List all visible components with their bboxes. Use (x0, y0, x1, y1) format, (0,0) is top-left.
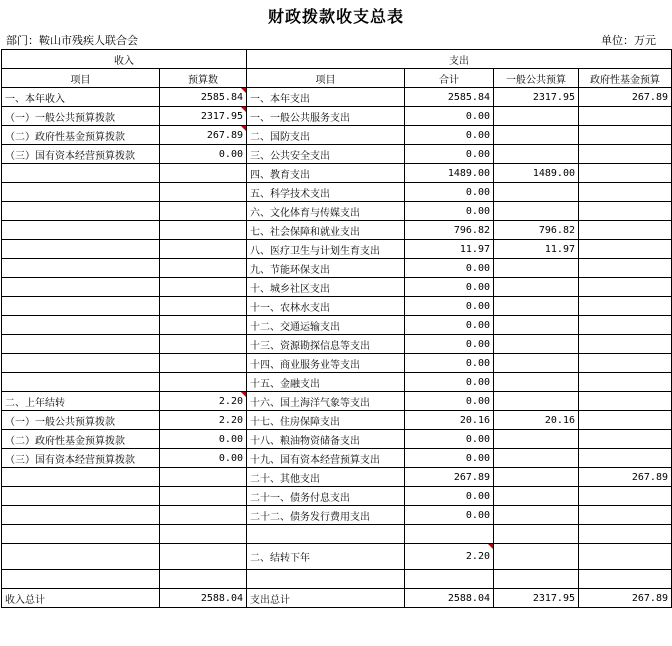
expense-item-cell: 七、社会保障和就业支出 (247, 221, 405, 240)
income-item-cell (2, 202, 160, 221)
expense-total-cell: 0.00 (405, 126, 494, 145)
expense-total-cell: 2.20 (405, 544, 494, 570)
col-header-budget: 预算数 (160, 69, 247, 88)
fund-budget-cell (579, 544, 672, 570)
table-row (2, 373, 672, 392)
expense-item-cell: 二十一、债务付息支出 (247, 487, 405, 506)
expense-total-cell: 0.00 (405, 392, 494, 411)
income-budget-cell (160, 468, 247, 487)
fund-budget-cell (579, 240, 672, 259)
fund-budget-cell: 267.89 (579, 468, 672, 487)
expense-total-cell: 0.00 (405, 430, 494, 449)
col-header-fund-budget: 政府性基金预算 (579, 69, 672, 88)
fund-budget-cell (579, 525, 672, 544)
income-item-cell: 收入总计 (2, 589, 160, 608)
income-item-cell: （二）政府性基金预算拨款 (2, 430, 160, 449)
expense-item-cell: 十六、国土海洋气象等支出 (247, 392, 405, 411)
expense-item-cell: 二十、其他支出 (247, 468, 405, 487)
fund-budget-cell (579, 506, 672, 525)
income-item-cell (2, 221, 160, 240)
expense-total-cell: 0.00 (405, 107, 494, 126)
general-budget-cell: 2317.95 (494, 88, 579, 107)
expense-item-cell (247, 570, 405, 589)
general-budget-cell: 796.82 (494, 221, 579, 240)
general-budget-cell (494, 430, 579, 449)
income-item-cell (2, 468, 160, 487)
general-budget-cell (494, 544, 579, 570)
department-label: 部门：鞍山市残疾人联合会 (6, 34, 138, 47)
table-row (2, 164, 672, 183)
fund-budget-cell (579, 202, 672, 221)
expense-item-cell: 二、国防支出 (247, 126, 405, 145)
fund-budget-cell (579, 373, 672, 392)
expense-item-cell: 六、文化体育与传媒支出 (247, 202, 405, 221)
table-row (2, 570, 672, 589)
general-budget-cell (494, 259, 579, 278)
income-budget-cell (160, 487, 247, 506)
fund-budget-cell (579, 183, 672, 202)
general-budget-cell (494, 107, 579, 126)
income-item-cell: 一、本年收入 (2, 88, 160, 107)
general-budget-cell (494, 278, 579, 297)
expense-item-cell: 二、结转下年 (247, 544, 405, 570)
expense-item-cell: 十九、国有资本经营预算支出 (247, 449, 405, 468)
table-row (2, 487, 672, 506)
expense-item-cell: 十五、金融支出 (247, 373, 405, 392)
income-item-cell (2, 373, 160, 392)
income-budget-cell: 0.00 (160, 449, 247, 468)
budget-table (1, 49, 672, 608)
general-budget-cell (494, 335, 579, 354)
general-budget-cell (494, 392, 579, 411)
general-budget-cell: 1489.00 (494, 164, 579, 183)
table-row (2, 544, 672, 570)
general-budget-cell (494, 316, 579, 335)
table-row (2, 183, 672, 202)
general-budget-cell (494, 570, 579, 589)
income-item-cell: （三）国有资本经营预算拨款 (2, 449, 160, 468)
table-row (2, 411, 672, 430)
general-budget-cell (494, 468, 579, 487)
fund-budget-cell (579, 221, 672, 240)
income-group-header: 收入 (2, 50, 247, 69)
expense-item-cell (247, 525, 405, 544)
expense-total-cell: 11.97 (405, 240, 494, 259)
expense-total-cell: 0.00 (405, 297, 494, 316)
table-row (2, 392, 672, 411)
general-budget-cell (494, 506, 579, 525)
table-row (2, 107, 672, 126)
general-budget-cell (494, 297, 579, 316)
expense-item-cell: 十三、资源勘探信息等支出 (247, 335, 405, 354)
expense-total-cell: 0.00 (405, 183, 494, 202)
table-row (2, 221, 672, 240)
income-budget-cell (160, 335, 247, 354)
column-header-row (2, 69, 672, 88)
fund-budget-cell (579, 487, 672, 506)
income-budget-cell (160, 164, 247, 183)
expense-item-cell: 十一、农林水支出 (247, 297, 405, 316)
expense-total-cell: 0.00 (405, 316, 494, 335)
income-budget-cell (160, 570, 247, 589)
col-header-total: 合计 (405, 69, 494, 88)
table-row (2, 430, 672, 449)
income-budget-cell (160, 240, 247, 259)
expense-total-cell: 0.00 (405, 335, 494, 354)
expense-item-cell: 十二、交通运输支出 (247, 316, 405, 335)
table-row (2, 354, 672, 373)
expense-item-cell: 十七、住房保障支出 (247, 411, 405, 430)
table-row (2, 145, 672, 164)
table-row (2, 297, 672, 316)
income-item-cell (2, 544, 160, 570)
expense-item-cell: 一、本年支出 (247, 88, 405, 107)
income-budget-cell (160, 259, 247, 278)
fund-budget-cell (579, 278, 672, 297)
table-row (2, 202, 672, 221)
table-row (2, 88, 672, 107)
general-budget-cell (494, 202, 579, 221)
income-item-cell: （三）国有资本经营预算拨款 (2, 145, 160, 164)
expense-total-cell: 0.00 (405, 487, 494, 506)
fund-budget-cell (579, 259, 672, 278)
general-budget-cell (494, 183, 579, 202)
fund-budget-cell (579, 316, 672, 335)
income-item-cell (2, 164, 160, 183)
expense-total-cell: 2585.84 (405, 88, 494, 107)
general-budget-cell (494, 354, 579, 373)
expense-item-cell: 十八、粮油物资储备支出 (247, 430, 405, 449)
expense-total-cell: 0.00 (405, 373, 494, 392)
income-budget-cell (160, 297, 247, 316)
income-item-cell (2, 259, 160, 278)
expense-total-cell: 0.00 (405, 259, 494, 278)
income-item-cell (2, 487, 160, 506)
income-item-cell (2, 354, 160, 373)
table-row (2, 468, 672, 487)
income-budget-cell: 0.00 (160, 430, 247, 449)
table-row (2, 240, 672, 259)
expense-item-cell: 五、科学技术支出 (247, 183, 405, 202)
fund-budget-cell: 267.89 (579, 589, 672, 608)
general-budget-cell (494, 487, 579, 506)
expense-item-cell: 八、医疗卫生与计划生育支出 (247, 240, 405, 259)
expense-total-cell: 0.00 (405, 449, 494, 468)
income-budget-cell (160, 373, 247, 392)
table-row (2, 278, 672, 297)
expense-total-cell: 267.89 (405, 468, 494, 487)
income-item-cell (2, 335, 160, 354)
fund-budget-cell: 267.89 (579, 88, 672, 107)
general-budget-cell (494, 373, 579, 392)
income-item-cell: （二）政府性基金预算拨款 (2, 126, 160, 145)
income-budget-cell (160, 354, 247, 373)
table-row (2, 335, 672, 354)
table-row (2, 506, 672, 525)
expense-total-cell (405, 525, 494, 544)
income-item-cell (2, 506, 160, 525)
table-row (2, 259, 672, 278)
income-budget-cell (160, 278, 247, 297)
fund-budget-cell (579, 411, 672, 430)
fund-budget-cell (579, 126, 672, 145)
income-item-cell (2, 316, 160, 335)
income-item-cell: （一）一般公共预算拨款 (2, 107, 160, 126)
expense-item-cell: 四、教育支出 (247, 164, 405, 183)
general-budget-cell (494, 449, 579, 468)
income-budget-cell: 267.89 (160, 126, 247, 145)
unit-label: 单位：万元 (601, 34, 656, 47)
fund-budget-cell (579, 107, 672, 126)
expense-total-cell: 0.00 (405, 506, 494, 525)
income-budget-cell: 2585.84 (160, 88, 247, 107)
fund-budget-cell (579, 392, 672, 411)
expense-total-cell: 20.16 (405, 411, 494, 430)
expense-item-cell: 二十二、债务发行费用支出 (247, 506, 405, 525)
expense-item-cell: 十、城乡社区支出 (247, 278, 405, 297)
income-budget-cell (160, 221, 247, 240)
expense-item-cell: 支出总计 (247, 589, 405, 608)
table-body (2, 88, 672, 608)
expense-total-cell (405, 570, 494, 589)
income-item-cell (2, 525, 160, 544)
expense-group-header: 支出 (247, 50, 672, 69)
expense-total-cell: 0.00 (405, 202, 494, 221)
table-row (2, 126, 672, 145)
expense-total-cell: 796.82 (405, 221, 494, 240)
income-budget-cell (160, 525, 247, 544)
income-item-cell: （一）一般公共预算拨款 (2, 411, 160, 430)
income-budget-cell (160, 506, 247, 525)
income-budget-cell (160, 544, 247, 570)
income-budget-cell (160, 202, 247, 221)
expense-total-cell: 0.00 (405, 354, 494, 373)
income-budget-cell: 2317.95 (160, 107, 247, 126)
expense-total-cell: 0.00 (405, 145, 494, 164)
fund-budget-cell (579, 354, 672, 373)
table-row (2, 316, 672, 335)
income-budget-cell: 2.20 (160, 392, 247, 411)
income-item-cell (2, 297, 160, 316)
general-budget-cell (494, 126, 579, 145)
col-header-income-item: 项目 (2, 69, 160, 88)
income-budget-cell (160, 316, 247, 335)
income-item-cell (2, 278, 160, 297)
expense-item-cell: 一、一般公共服务支出 (247, 107, 405, 126)
expense-total-cell: 0.00 (405, 278, 494, 297)
income-item-cell (2, 240, 160, 259)
fund-budget-cell (579, 570, 672, 589)
table-row (2, 449, 672, 468)
general-budget-cell (494, 525, 579, 544)
general-budget-cell: 2317.95 (494, 589, 579, 608)
expense-item-cell: 九、节能环保支出 (247, 259, 405, 278)
expense-item-cell: 十四、商业服务业等支出 (247, 354, 405, 373)
fund-budget-cell (579, 430, 672, 449)
general-budget-cell (494, 145, 579, 164)
income-budget-cell: 0.00 (160, 145, 247, 164)
fund-budget-cell (579, 335, 672, 354)
table-title: 财政拨款收支总表 (267, 7, 404, 26)
fund-budget-cell (579, 297, 672, 316)
general-budget-cell: 20.16 (494, 411, 579, 430)
income-item-cell (2, 570, 160, 589)
col-header-expense-item: 项目 (247, 69, 405, 88)
fund-budget-cell (579, 449, 672, 468)
fund-budget-cell (579, 164, 672, 183)
income-budget-cell: 2.20 (160, 411, 247, 430)
table-row (2, 589, 672, 608)
expense-total-cell: 2588.04 (405, 589, 494, 608)
income-item-cell (2, 183, 160, 202)
income-budget-cell: 2588.04 (160, 589, 247, 608)
income-budget-cell (160, 183, 247, 202)
expense-total-cell: 1489.00 (405, 164, 494, 183)
expense-item-cell: 三、公共安全支出 (247, 145, 405, 164)
group-header-row (2, 50, 672, 69)
col-header-general-budget: 一般公共预算 (494, 69, 579, 88)
general-budget-cell: 11.97 (494, 240, 579, 259)
table-row (2, 525, 672, 544)
fund-budget-cell (579, 145, 672, 164)
income-item-cell: 二、上年结转 (2, 392, 160, 411)
